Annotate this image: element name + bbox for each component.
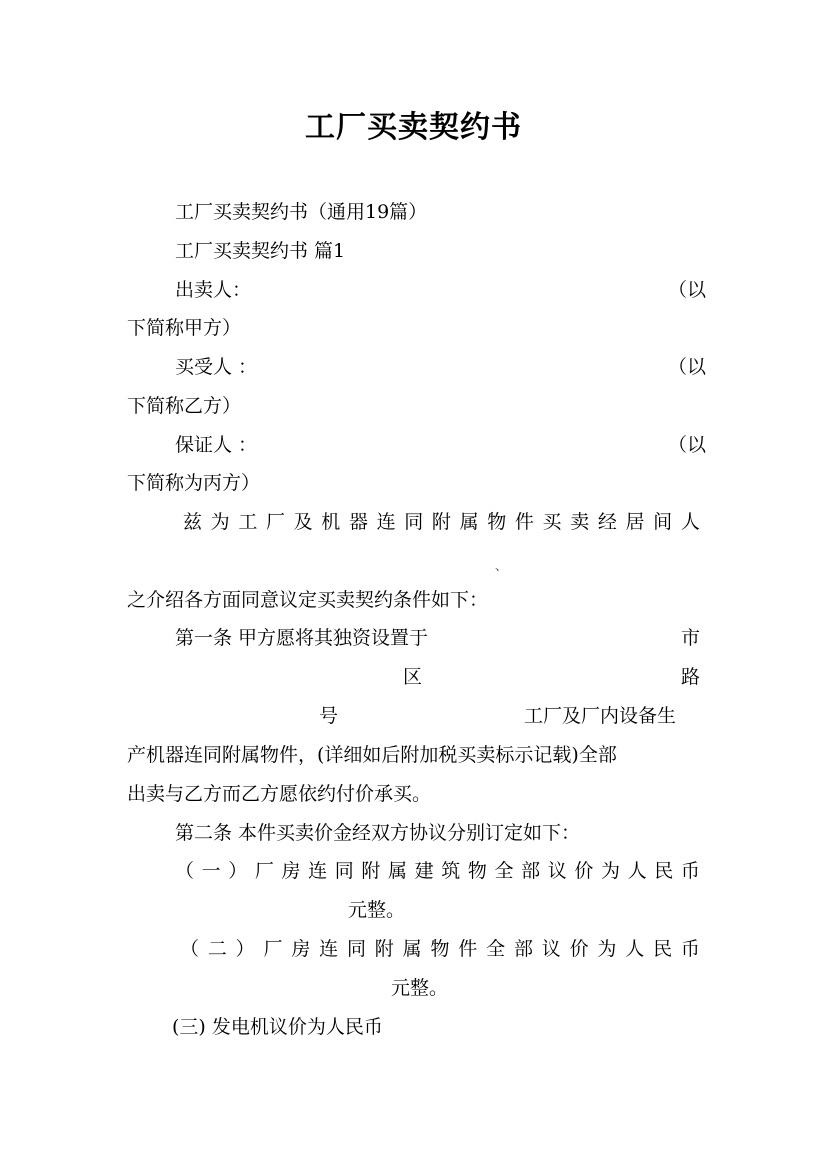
intro-char: 物 bbox=[487, 511, 507, 533]
item-2-tail: 元整。 bbox=[391, 977, 449, 999]
item-1-char: 属 bbox=[388, 860, 408, 882]
document-title: 工厂买卖契约书 bbox=[305, 110, 522, 145]
item-1-char: 筑 bbox=[441, 860, 461, 882]
item-2-char: 房 bbox=[291, 938, 311, 960]
article-2-line-1: 第二条 本件买卖价金经双方协议分别订定如下： bbox=[175, 822, 581, 844]
article-1-number: 号 bbox=[319, 705, 339, 727]
intro-char: 居 bbox=[625, 511, 645, 533]
item-1-tail: 元整。 bbox=[348, 899, 406, 921]
intro-char: 属 bbox=[459, 511, 479, 533]
item-2-char: 同 bbox=[346, 938, 366, 960]
intro-char: 人 bbox=[680, 511, 700, 533]
item-1-char: 部 bbox=[521, 860, 541, 882]
item-1-char: 附 bbox=[361, 860, 381, 882]
item-2-char: 人 bbox=[625, 938, 645, 960]
item-1-char: （ bbox=[175, 860, 195, 882]
intro-line-2: 之介绍各方面同意议定买卖契约条件如下： bbox=[127, 589, 489, 611]
guarantor-suffix-b: 下简称为丙方） bbox=[127, 472, 261, 494]
intro-char: 件 bbox=[514, 511, 534, 533]
item-2-char: 币 bbox=[680, 938, 700, 960]
item-2-char: 民 bbox=[653, 938, 673, 960]
item-2-char: 全 bbox=[486, 938, 506, 960]
item-2-char: 连 bbox=[319, 938, 339, 960]
article-1-road: 路 bbox=[681, 666, 701, 688]
item-1-char: 同 bbox=[334, 860, 354, 882]
intro-char: 买 bbox=[542, 511, 562, 533]
item-2-char: 为 bbox=[597, 938, 617, 960]
intro-line-1 bbox=[183, 510, 700, 534]
item-1-char: 一 bbox=[201, 860, 221, 882]
intro-char: 卖 bbox=[570, 511, 590, 533]
item-1-char: 价 bbox=[574, 860, 594, 882]
item-1-char: 民 bbox=[654, 860, 674, 882]
intro-char: 间 bbox=[653, 511, 673, 533]
buyer-suffix-b: 下简称乙方） bbox=[127, 395, 242, 417]
item-1-char: 物 bbox=[467, 860, 487, 882]
document-subtitle: 工厂买卖契约书（通用19篇） bbox=[175, 201, 428, 223]
intro-char: 同 bbox=[404, 511, 424, 533]
buyer-label: 买受人 ： bbox=[175, 356, 258, 378]
seller-suffix-a: （以 bbox=[668, 279, 707, 301]
intro-char: 兹 bbox=[183, 511, 203, 533]
item-1-line bbox=[175, 859, 700, 883]
buyer-suffix-a: （以 bbox=[668, 356, 707, 378]
item-2-char: 附 bbox=[374, 938, 394, 960]
item-1-char: 全 bbox=[494, 860, 514, 882]
item-2-char: 议 bbox=[541, 938, 561, 960]
article-1-line-4: 产机器连同附属物件，(详细如后附加税买卖标示记载)全部 bbox=[127, 744, 617, 766]
intro-char: 器 bbox=[348, 511, 368, 533]
item-2-char: 物 bbox=[430, 938, 450, 960]
item-1-char: 为 bbox=[601, 860, 621, 882]
item-1-char: 人 bbox=[627, 860, 647, 882]
item-2-char: 二 bbox=[207, 938, 227, 960]
article-1-line-1: 第一条 甲方愿将其独资设置于 bbox=[175, 627, 429, 649]
intro-char: 工 bbox=[238, 511, 258, 533]
intro-char: 附 bbox=[431, 511, 451, 533]
seller-suffix-b: 下简称甲方） bbox=[127, 317, 242, 339]
article-1-line-3-tail: 工厂及厂内设备生 bbox=[524, 705, 677, 727]
guarantor-label: 保证人 ： bbox=[175, 434, 258, 456]
intro-mark: 、 bbox=[495, 559, 508, 573]
item-1-char: 议 bbox=[547, 860, 567, 882]
article-1-city: 市 bbox=[681, 627, 701, 649]
item-1-char: 房 bbox=[281, 860, 301, 882]
item-2-char: 属 bbox=[402, 938, 422, 960]
item-1-char: 币 bbox=[680, 860, 700, 882]
item-2-char: 厂 bbox=[263, 938, 283, 960]
item-3-line: (三) 发电机议价为人民币 bbox=[172, 1016, 383, 1038]
intro-char: 机 bbox=[321, 511, 341, 533]
intro-char: 连 bbox=[376, 511, 396, 533]
item-2-char: 价 bbox=[569, 938, 589, 960]
article-1-district: 区 bbox=[403, 666, 423, 688]
item-1-char: 连 bbox=[308, 860, 328, 882]
item-1-char: 厂 bbox=[254, 860, 274, 882]
intro-char: 及 bbox=[293, 511, 313, 533]
intro-char: 为 bbox=[210, 511, 230, 533]
item-2-line bbox=[180, 937, 700, 961]
guarantor-suffix-a: （以 bbox=[668, 434, 707, 456]
intro-char: 经 bbox=[597, 511, 617, 533]
item-2-char: 部 bbox=[513, 938, 533, 960]
item-1-char: 建 bbox=[414, 860, 434, 882]
intro-char: 厂 bbox=[265, 511, 285, 533]
seller-label: 出卖人： bbox=[175, 279, 252, 301]
item-1-char: ） bbox=[228, 860, 248, 882]
article-1-line-5: 出卖与乙方而乙方愿依约付价承买。 bbox=[127, 783, 432, 805]
section-heading: 工厂买卖契约书 篇1 bbox=[175, 240, 346, 262]
item-2-char: （ bbox=[180, 938, 200, 960]
item-2-char: ） bbox=[235, 938, 255, 960]
item-2-char: 件 bbox=[458, 938, 478, 960]
